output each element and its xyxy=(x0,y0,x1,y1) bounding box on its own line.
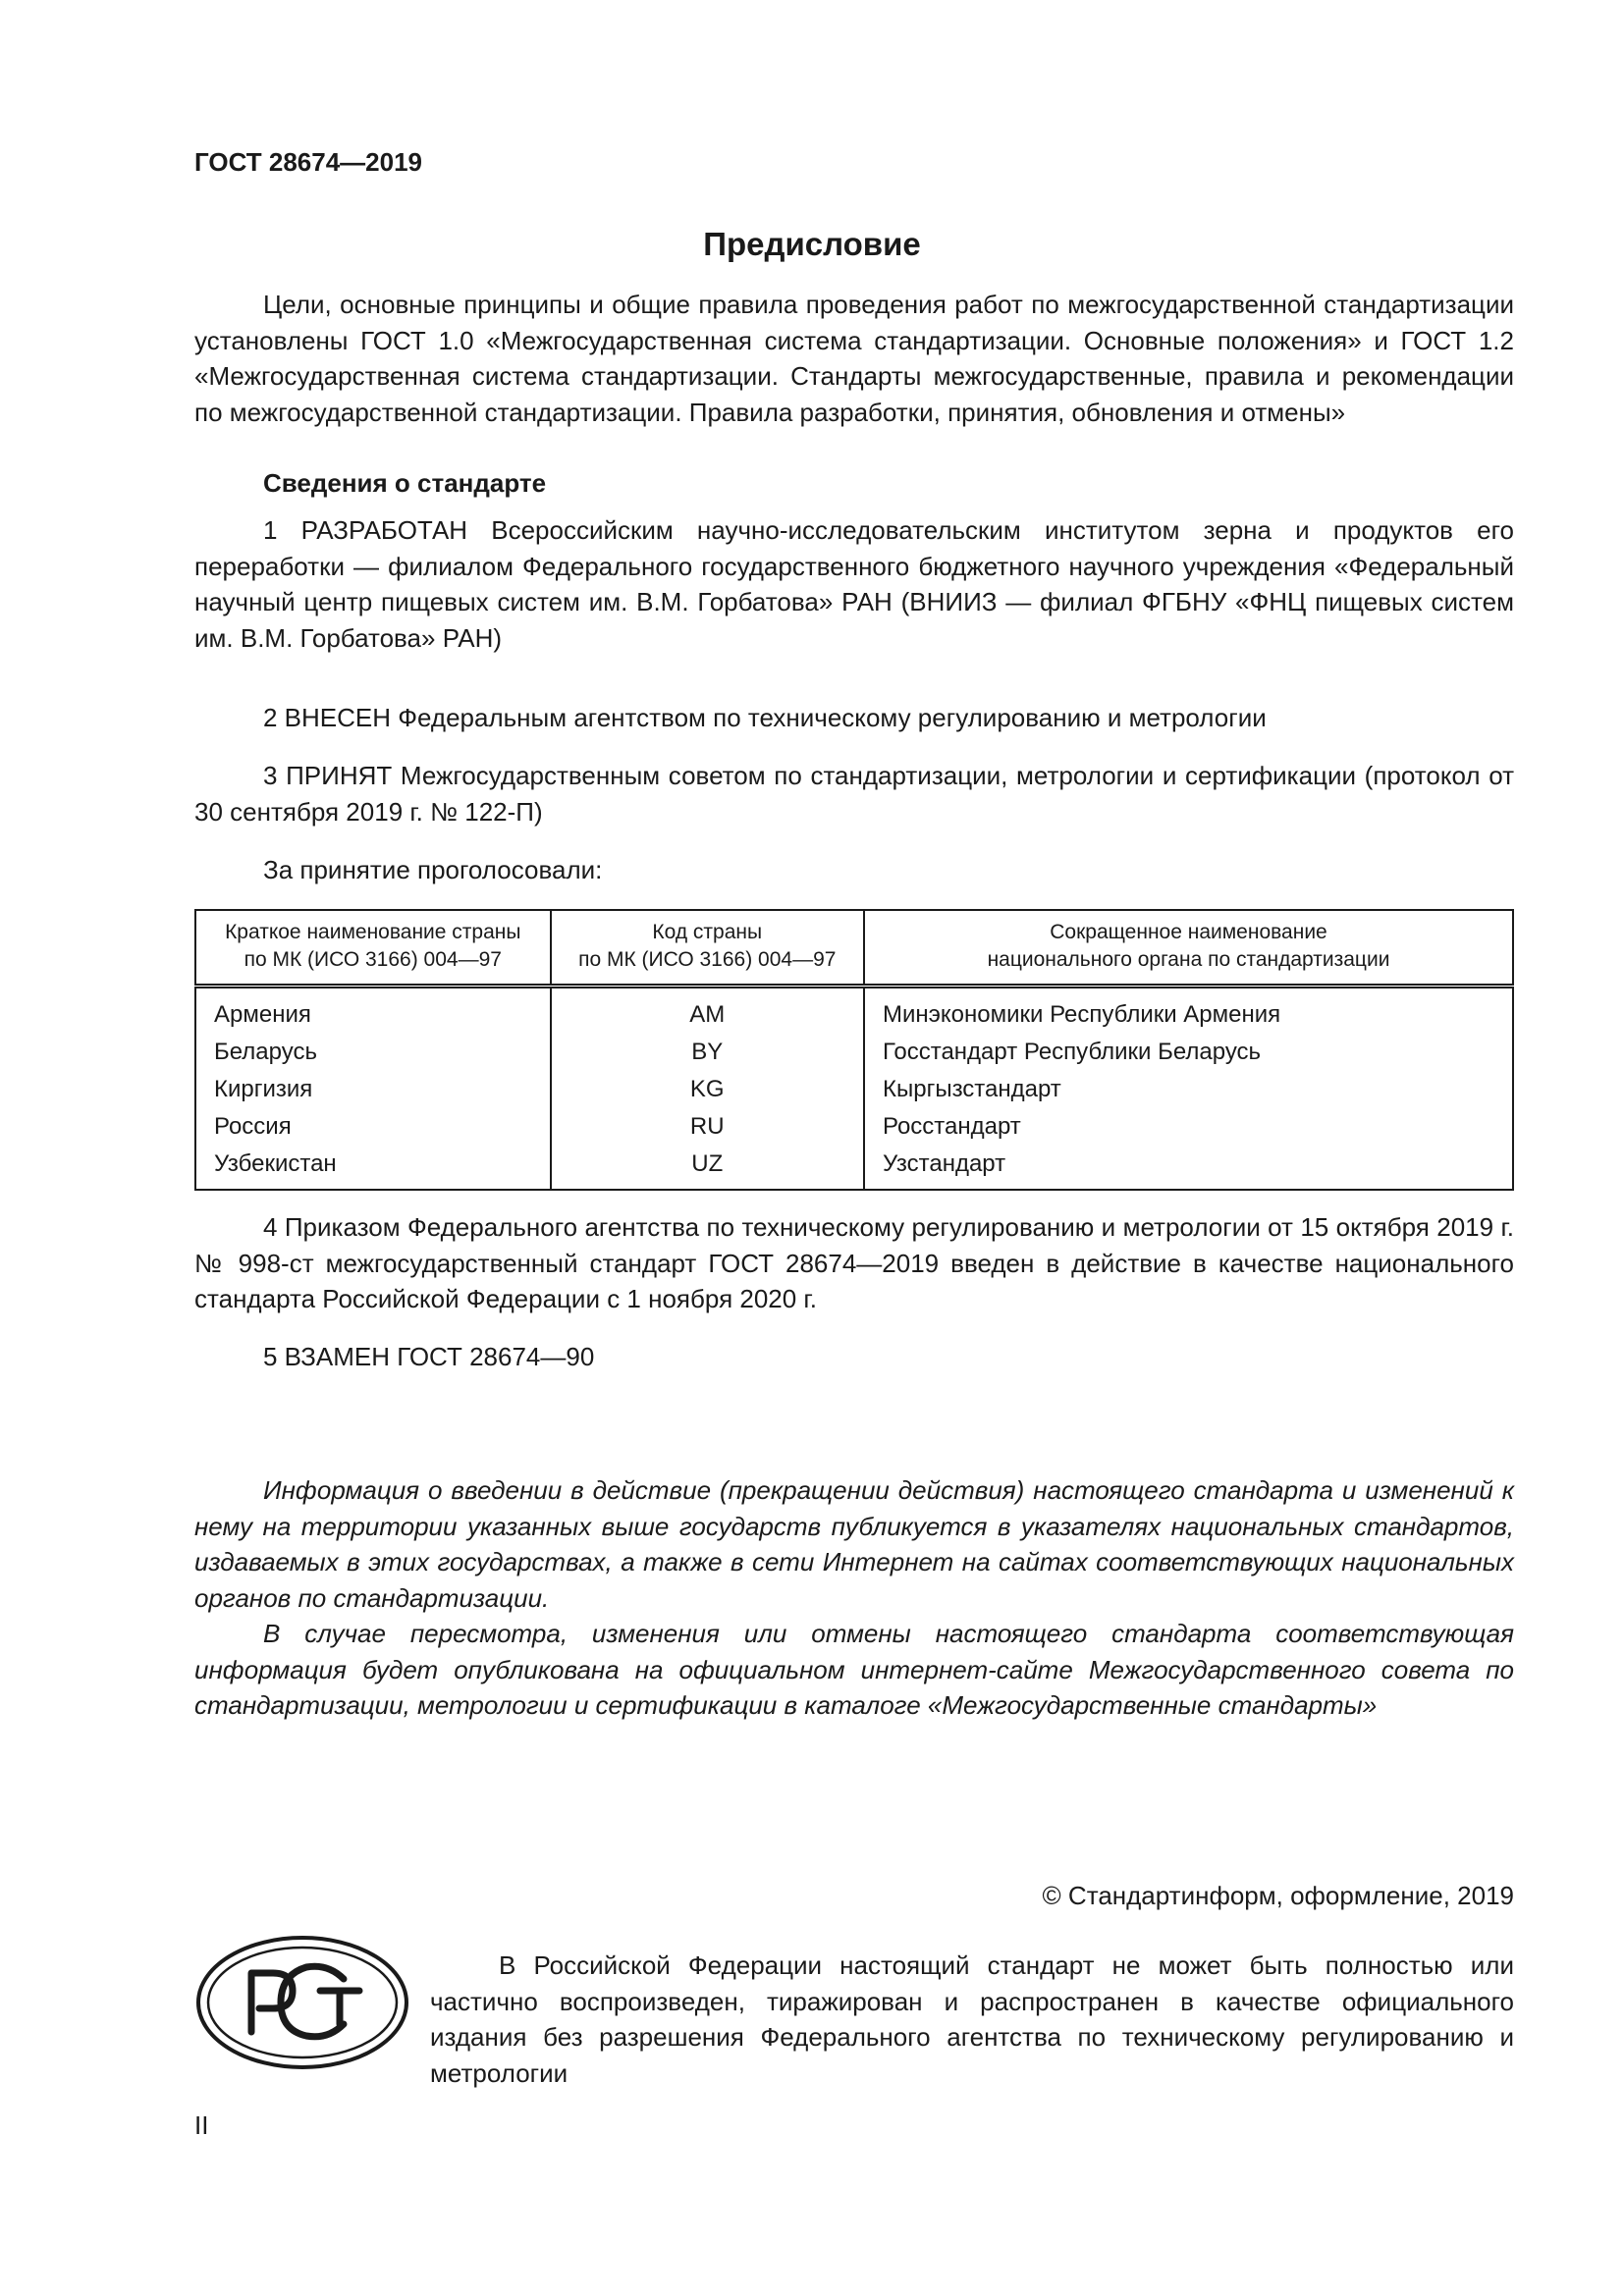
header-body-line2: национального органа по стандартизации xyxy=(987,948,1390,971)
cell-code: UZ xyxy=(551,1146,864,1190)
item-replaces: 5 ВЗАМЕН ГОСТ 28674—90 xyxy=(263,1342,595,1371)
header-country xyxy=(195,910,551,987)
notice-text: В Российской Федерации настоящий стандарт не может быть полностью или частично воспроизведен, тиражирован и распространен в качестве официального издания без разрешения Федерального агентства по техническому регулированию и метрологии xyxy=(430,1950,1514,2088)
item-developed: 1 РАЗРАБОТАН Всероссийским научно-исследовательским институтом зерна и продуктов его переработки — филиалом Федерального государственного бюджетного научного учреждения «Федеральный научный центр пищевых систем им. В.М. Горбатова» РАН (ВНИИЗ — филиал ФГБНУ «ФНЦ пищевых систем им. В.М. Горбатова» РАН) xyxy=(194,515,1514,653)
item-adopted-block xyxy=(194,758,1514,829)
header-code-line2: по МК (ИСО 3166) 004—97 xyxy=(578,948,837,971)
cell-code: BY xyxy=(551,1034,864,1071)
item-introduced: 2 ВНЕСЕН Федеральным агентством по техническому регулированию и метрологии xyxy=(263,703,1267,732)
cell-country: Киргизия xyxy=(214,1076,313,1102)
item-order-block xyxy=(194,1209,1514,1317)
info-heading-block xyxy=(194,465,1514,502)
voted-label: За принятие проголосовали: xyxy=(263,855,603,884)
copyright: © Стандартинформ, оформление, 2019 xyxy=(1042,1881,1514,1910)
header-country-line2: по МК (ИСО 3166) 004—97 xyxy=(244,948,502,971)
item-order: 4 Приказом Федерального агентства по техническому регулированию и метрологии от 15 октября 2019 г. № 998-ст межгосударственный стандарт ГОСТ 28674—2019 введен в действие в качестве национального стандарта Российской Федерации с 1 ноября 2020 г. xyxy=(194,1212,1514,1313)
document-code: ГОСТ 28674—2019 xyxy=(194,147,422,177)
item-introduced-block xyxy=(194,700,1514,736)
voting-table xyxy=(194,909,1514,1191)
cell-country: Беларусь xyxy=(214,1039,317,1065)
item-adopted: 3 ПРИНЯТ Межгосударственным советом по стандартизации, метрологии и сертификации (протокол от 30 сентября 2019 г. № 122-П) xyxy=(194,761,1514,827)
header-body xyxy=(864,910,1513,987)
item-developed-block xyxy=(194,512,1514,656)
italic-notes-block xyxy=(194,1472,1514,1724)
table-row xyxy=(195,1146,1513,1190)
intro-paragraph xyxy=(194,287,1514,430)
cell-code: AM xyxy=(551,987,864,1035)
copyright-notice xyxy=(430,1948,1514,2091)
cell-code: KG xyxy=(551,1071,864,1108)
cell-body: Госстандарт Республики Беларусь xyxy=(864,1034,1513,1071)
rst-certification-mark-icon xyxy=(194,1934,410,2071)
header-code-line1: Код страны xyxy=(652,921,763,943)
table-row xyxy=(195,1108,1513,1146)
cell-code: RU xyxy=(551,1108,864,1146)
item-replaces-block xyxy=(194,1339,1514,1375)
intro-text: Цели, основные принципы и общие правила проведения работ по межгосударственной стандартизации установлены ГОСТ 1.0 «Межгосударственная система стандартизации. Основные положения» и ГОСТ 1.2 «Межгосударственная система стандартизации. Стандарты межгосударственные, правила и рекомендации по межгосударственной стандартизации. Правила разработки, принятия, обновления и отмены» xyxy=(194,290,1514,427)
table-row xyxy=(195,1034,1513,1071)
cell-body: Узстандарт xyxy=(864,1146,1513,1190)
header-code xyxy=(551,910,864,987)
cell-country: Узбекистан xyxy=(214,1150,337,1177)
voted-block xyxy=(194,852,1514,888)
table-row xyxy=(195,1071,1513,1108)
cell-body: Кыргызстандарт xyxy=(864,1071,1513,1108)
cell-body: Минэкономики Республики Армения xyxy=(864,987,1513,1035)
cell-country: Армения xyxy=(214,1001,311,1028)
header-country-line1: Краткое наименование страны xyxy=(225,921,521,943)
table-header-row xyxy=(195,910,1513,987)
header-body-line1: Сокращенное наименование xyxy=(1050,921,1327,943)
page-number: II xyxy=(194,2110,209,2140)
page-title: Предисловие xyxy=(703,226,921,262)
table-row xyxy=(195,987,1513,1035)
italic-note: В случае пересмотра, изменения или отмены настоящего стандарта соответствующая информация будет опубликована на официальном интернет-сайте Межгосударственного совета по стандартизации, метрологии и сертификации в каталоге «Межгосударственные стандарты» xyxy=(194,1619,1514,1720)
cell-country: Россия xyxy=(214,1113,292,1140)
cell-body: Росстандарт xyxy=(864,1108,1513,1146)
italic-note: Информация о введении в действие (прекращении действия) настоящего стандарта и изменений к нему на территории указанных выше государств публикуется в указателях национальных стандартов, издаваемых в этих государствах, а также в сети Интернет на сайтах соответствующих национальных органов по стандартизации. xyxy=(194,1475,1514,1613)
info-heading: Сведения о стандарте xyxy=(263,468,547,498)
